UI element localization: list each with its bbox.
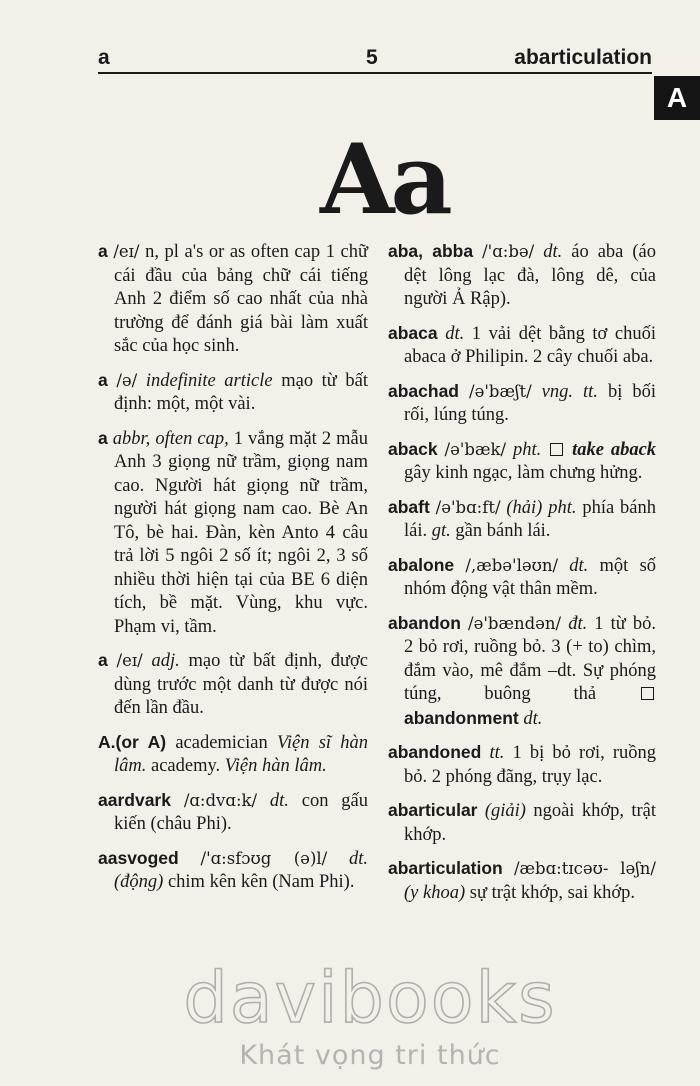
entry-abarticular [388, 799, 656, 847]
entry-aardvark [98, 789, 368, 837]
entry-definition: áo aba (áo dệt lông lạc đà, lông dê, của người Ả Rập). [404, 242, 656, 309]
idiom-box-icon [550, 443, 563, 456]
entry-definition: phía bánh lái. [404, 497, 656, 541]
entry-pos: dt. [269, 790, 289, 811]
entry-idiom: take aback [572, 439, 657, 460]
entry-pos: indefinite article [145, 370, 273, 391]
letter-thumb-tab: A [654, 76, 700, 120]
entry-definition: 1 vắng mặt 2 mẫu Anh 3 giọng nữ trầm, giọng nam cao. Người hát giọng nữ trầm, người hát giọng nam cao. Bè An Tô, bè hai. Đàn, kèn Anto 4 câu trả lời 5 ngôi 2 số ít; ngôi 2, 3 số nhiều thời hiện tại của BE 6 diện tích, bề mặt. Vùng, khu vực. Phạm vi, tầm. [114, 428, 368, 637]
entry-a-4 [98, 649, 368, 721]
entry-definition: chim kên kên (Nam Phi). [167, 872, 355, 892]
entry-a-3 [98, 427, 368, 640]
entry-pronunciation: /,æbə'ləʊn/ [465, 555, 559, 575]
header-last-word: abarticulation [514, 46, 652, 69]
entry-abandoned [388, 741, 656, 789]
entry-headword: abarticular [388, 800, 478, 820]
entry-pronunciation: /ə'bɑ:ft/ [435, 497, 501, 517]
entry-pos: adj. [151, 651, 180, 671]
entry-pronunciation: /ə'bændən/ [468, 613, 562, 633]
entry-headword: abandon [388, 612, 461, 633]
entry-a-abbr [98, 731, 368, 779]
entry-definition: ngoài khớp, trật khớp. [404, 801, 656, 845]
entry-definition-2: academy. [151, 756, 221, 776]
entry-definition: sự trật khớp, sai khớp. [469, 882, 635, 903]
entry-pronunciation: /ə'bæk/ [444, 439, 507, 459]
entry-definition: một số nhóm động vật thân mềm. [404, 555, 657, 599]
entry-definition: 1 vải dệt bằng tơ chuối abaca ở Philipin. 2 cây chuối aba. [404, 323, 657, 367]
entry-definition: gây kinh ngạc, làm chưng hửng. [404, 463, 643, 483]
derivative-box-icon [641, 687, 654, 700]
page-number: 5 [366, 46, 378, 69]
entry-definition: mạo từ bất định, được dùng trước một danh từ được nói đến lần đầu. [114, 651, 369, 718]
entry-headword: aba, abba [388, 241, 474, 261]
entry-definition: 1 từ bỏ. 2 bỏ rơi, ruồng bỏ. 3 (+ to) chìm, đắm vào, mê đắm –dt. Sự phóng túng, buông thả [404, 613, 657, 704]
entry-pronunciation: /'ɑ:sfɔʊg (ə)l/ [200, 848, 328, 868]
entry-translation: Viện sĩ hàn lâm. [114, 732, 369, 776]
entry-pronunciation: /'ɑ:bə/ [482, 242, 535, 261]
entry-headword: abaca [388, 322, 438, 343]
entry-pos: dt. [543, 242, 563, 262]
section-letter-heading: Aa [320, 123, 449, 236]
entry-pos: (giải) [484, 801, 526, 821]
entry-pos: đt. [568, 613, 588, 634]
entry-pronunciation: /ə'bæʃt/ [469, 381, 532, 401]
publisher-watermark: davibooks [183, 957, 557, 1039]
entry-pronunciation: /eɪ/ [113, 242, 140, 261]
header-first-word: a [98, 46, 110, 69]
left-column [98, 240, 368, 905]
entry-definition: con gấu kiến (châu Phi). [114, 790, 368, 834]
entry-headword: A.(or A) [98, 731, 167, 752]
right-column [388, 240, 656, 915]
entry-definition: n, pl a's or as often cap 1 chữ cái đầu của bảng chữ cái tiếng Anh 2 điểm số cao nhất của nhà trường để đánh giá bài làm xuất sắc của học sinh. [114, 242, 369, 356]
entry-pronunciation: /ɑ:dvɑ:k/ [183, 790, 258, 810]
entry-pos: pht. [512, 439, 542, 460]
entry-abarticulation [388, 857, 656, 905]
entry-aasvoged [98, 847, 368, 895]
entry-headword: abandoned [388, 742, 482, 762]
entry-derivative: abandonment [404, 707, 519, 728]
entry-headword: a [98, 369, 108, 390]
entry-aba [388, 240, 656, 312]
entry-headword: aasvoged [98, 847, 179, 868]
running-header [98, 46, 652, 74]
entry-pronunciation: /ə/ [116, 370, 138, 390]
entry-pos: vng. tt. [541, 381, 598, 402]
entry-headword: a [98, 650, 108, 670]
entry-aback [388, 438, 656, 486]
entry-headword: a [98, 241, 108, 261]
entry-definition: 1 bị bỏ rơi, ruồng bỏ. 2 phóng đãng, trụy lạc. [404, 743, 656, 787]
entry-abaft [388, 496, 656, 544]
entry-headword: abaft [388, 496, 430, 517]
entry-a-2 [98, 369, 368, 417]
entry-pos: dt. [445, 323, 465, 344]
entry-pos: tt. [489, 743, 505, 763]
entry-pos: abbr, often cap, [112, 428, 229, 449]
entry-headword: aback [388, 438, 438, 459]
entry-headword: abachad [388, 380, 459, 401]
entry-pronunciation: /æbɑ:tɪcəʊ- ləʃn/ [513, 859, 656, 878]
entry-headword: abarticulation [388, 858, 503, 878]
entry-derivative-pos: dt. [523, 708, 543, 729]
entry-pos-2: gt. [431, 521, 451, 541]
entry-abachad [388, 380, 656, 428]
entry-definition: mạo từ bất định: một, một vài. [114, 370, 369, 414]
entry-headword: a [98, 427, 108, 448]
entry-headword: aardvark [98, 789, 171, 810]
entry-headword: abalone [388, 554, 455, 575]
entry-definition-2: gần bánh lái. [455, 521, 551, 541]
entry-abandon [388, 612, 656, 732]
entry-pos: dt. (động) [114, 848, 369, 892]
entry-pos: (hải) pht. [506, 497, 577, 518]
entry-abaca [388, 322, 656, 370]
entry-definition: academician [175, 732, 268, 753]
entry-pronunciation: /eɪ/ [116, 651, 143, 670]
entry-translation-2: Viện hàn lâm. [224, 756, 327, 776]
entry-abalone [388, 554, 656, 602]
entry-pos: (y khoa) [404, 882, 466, 903]
entry-a-1 [98, 240, 368, 359]
entry-pos: dt. [569, 555, 589, 576]
publisher-slogan: Khát vọng tri thức [239, 1040, 501, 1071]
entry-definition: bị bối rối, lúng túng. [404, 381, 657, 425]
